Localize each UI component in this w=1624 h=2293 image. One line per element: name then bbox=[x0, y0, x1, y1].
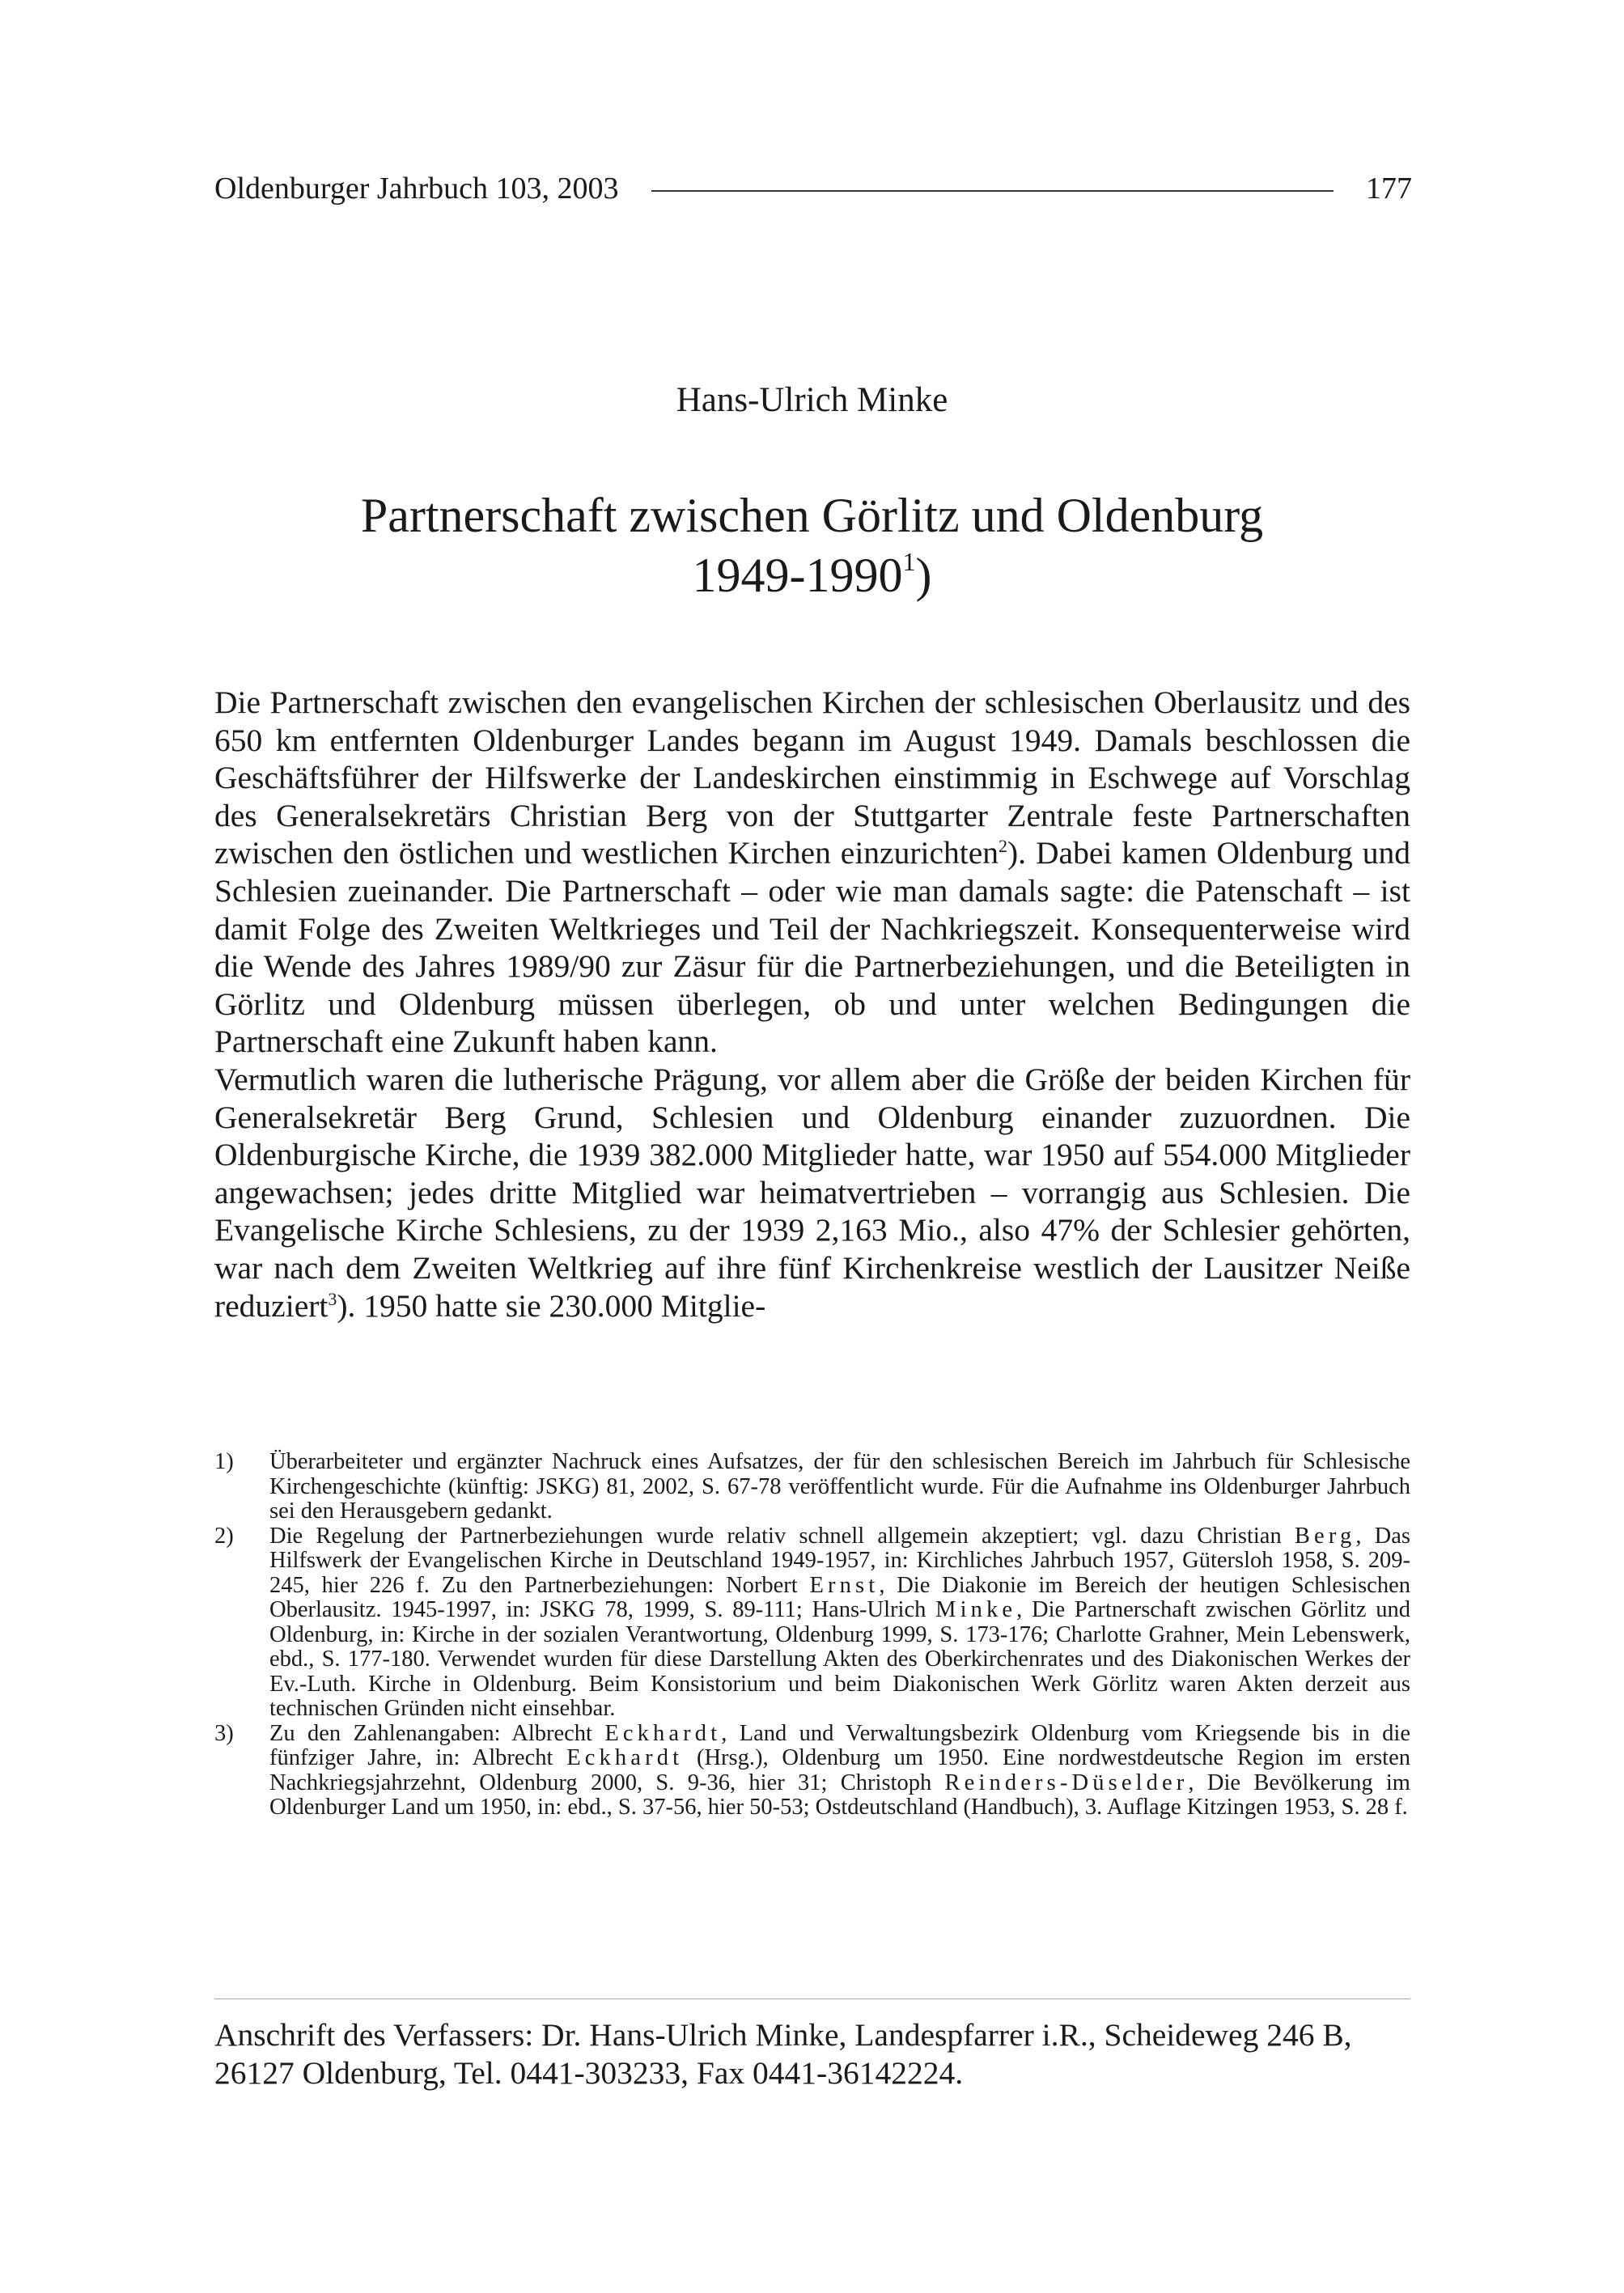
title-line-1: Partnerschaft zwischen Görlitz und Oldenburg bbox=[360, 489, 1264, 542]
title-footnote-ref: 1 bbox=[902, 547, 916, 576]
address-separator bbox=[214, 1998, 1410, 1999]
author-name: Eckhardt bbox=[604, 1720, 722, 1746]
body-text bbox=[214, 684, 1410, 1325]
article-author: Hans-Ulrich Minke bbox=[676, 381, 948, 419]
author-name: Berg bbox=[1294, 1523, 1356, 1549]
footnote-segment: , Die Partnerschaft zwischen Görlitz und Oldenburg, in: Kirche in der sozialen Verantwortung, Oldenburg 1999, S. 173-176; Charlotte Grahner, Mein Lebenswerk, ebd., S. 177-180. Verwendet wurden für diese Darstellung Akten des Oberkirchenrates und des Diakonischen Werkes der Ev.-Luth. Kirche in Oldenburg. Beim Konsistorium und beim Diakonischen Werk Görlitz waren Akten derzeit aus technischen Gründen nicht einsehbar. bbox=[269, 1597, 1410, 1721]
footnote-segment: Die Regelung der Partnerbeziehungen wurde relativ schnell allgemein akzeptiert; vgl. dazu Christian bbox=[269, 1523, 1295, 1549]
paragraph-2 bbox=[214, 1061, 1410, 1325]
paragraph-1-text-a: Die Partnerschaft zwischen den evangelischen Kirchen der schlesischen Oberlausitz und des 650 km entfernten Oldenburger Landes begann im August 1949. Damals beschlossen die Geschäftsführer der Hilfswerke der Landeskirchen einstimmig in Eschwege auf Vorschlag des Generalsekretärs Christian Berg von der Stuttgarter Zentrale feste Partnerschaften zwischen den östlichen und westlichen Kirchen einzurichten bbox=[214, 685, 1410, 871]
footnote-text bbox=[269, 1524, 1410, 1722]
footnotes bbox=[214, 1450, 1410, 1820]
author-name: Reinders-Düselder bbox=[944, 1770, 1189, 1795]
article-title bbox=[0, 485, 1624, 605]
footnote-number: 1) bbox=[214, 1449, 234, 1474]
running-header bbox=[214, 168, 1412, 209]
title-years: 1949-1990 bbox=[692, 549, 903, 602]
footnote-ref-2: 2 bbox=[999, 836, 1008, 857]
page-number: 177 bbox=[1366, 172, 1412, 206]
footnote-text bbox=[269, 1722, 1410, 1820]
title-paren: ) bbox=[915, 549, 932, 602]
footnote-1 bbox=[214, 1450, 1410, 1524]
footnote-number: 2) bbox=[214, 1523, 234, 1549]
address-line-1: Anschrift des Verfassers: Dr. Hans-Ulrich Minke, Landespfarrer i.R., Scheideweg 246 B, bbox=[214, 2017, 1352, 2053]
footnote-segment: , Die Diakonie im Bereich der heutigen Schlesischen Oberlausitz. 1945-1997, in: JSKG 78, 1999, S. 89-111; Hans-Ulrich bbox=[269, 1572, 1410, 1622]
footnote-number: 3) bbox=[214, 1720, 234, 1746]
footnote-text: Überarbeiteter und ergänzter Nachruck eines Aufsatzes, der für den schlesischen Bereich im Jahrbuch für Schlesische Kirchengeschichte (künftig: JSKG) 81, 2002, S. 67-78 veröffentlicht wurde. Für die Aufnahme ins Oldenburger Jahrbuch sei den Herausgebern gedankt. bbox=[269, 1449, 1410, 1524]
footnote-3 bbox=[214, 1722, 1410, 1820]
paragraph-2-text-b: ). 1950 hatte sie 230.000 Mitglie- bbox=[337, 1287, 766, 1324]
author-address bbox=[214, 2016, 1410, 2092]
paragraph-2-text-a: Vermutlich waren die lutherische Prägung, vor allem aber die Größe der beiden Kirchen für Generalsekretär Berg Grund, Schlesien und Oldenburg einander zuzuordnen. Die Oldenburgische Kirche, die 1939 382.000 Mitglieder hatte, war 1950 auf 554.000 Mitglieder angewachsen; jedes dritte Mitglied war heimatvertrieben – vorrangig aus Schlesien. Die Evangelische Kirche Schlesiens, zu der 1939 2,163 Mio., also 47% der Schlesier gehörten, war nach dem Zweiten Weltkrieg auf ihre fünf Kirchenkreise westlich der Lausitzer Neiße reduziert bbox=[214, 1061, 1410, 1324]
paragraph-1-text-b: ). Dabei kamen Oldenburg und Schlesien zueinander. Die Partnerschaft – oder wie man damals sagte: die Patenschaft – ist damit Folge des Zweiten Weltkrieges und Teil der Nachkriegszeit. Konsequenterweise wird die Wende des Jahres 1989/90 zur Zäsur für die Partnerbeziehungen, und die Beteiligten in Görlitz und Oldenburg müssen überlegen, ob und unter welchen Bedingungen die Partnerschaft eine Zukunft haben kann. bbox=[214, 835, 1410, 1060]
footnote-ref-3: 3 bbox=[328, 1288, 337, 1309]
paragraph-1 bbox=[214, 684, 1410, 1061]
footnote-2 bbox=[214, 1524, 1410, 1722]
author-name: Minke bbox=[935, 1597, 1017, 1622]
footnote-segment: , Das Hilfswerk der Evangelischen Kirche in Deutschland 1949-1957, in: Kirchliches Jahrbuch 1957, Gütersloh 1958, S. 209-245, hier 226 f. Zu den Partnerbeziehungen: Norbert bbox=[269, 1523, 1410, 1598]
journal-title: Oldenburger Jahrbuch 103, 2003 bbox=[214, 172, 619, 206]
footnote-segment: (Hrsg.), Oldenburg um 1950. Eine nordwestdeutsche Region im ersten Nachkriegsjahrzehnt, Oldenburg 2000, S. 9-36, hier 31; Christoph bbox=[269, 1745, 1410, 1795]
title-line-2 bbox=[0, 545, 1624, 605]
author-name: Eckhardt bbox=[566, 1745, 684, 1770]
footnote-segment: , Die Bevölkerung im Oldenburger Land um 1950, in: ebd., S. 37-56, hier 50-53; Ostdeutschland (Handbuch), 3. Auflage Kitzingen 1953, S. 28 f. bbox=[269, 1770, 1410, 1820]
footnote-segment: , Land und Verwaltungsbezirk Oldenburg vom Kriegsende bis in die fünfziger Jahre, in: Albrecht bbox=[269, 1720, 1410, 1770]
address-line-2: 26127 Oldenburg, Tel. 0441-303233, Fax 0441-36142224. bbox=[214, 2055, 964, 2091]
header-rule bbox=[651, 190, 1334, 192]
footnote-segment: Zu den Zahlenangaben: Albrecht bbox=[269, 1720, 605, 1746]
author-name: Ernst bbox=[809, 1572, 880, 1598]
